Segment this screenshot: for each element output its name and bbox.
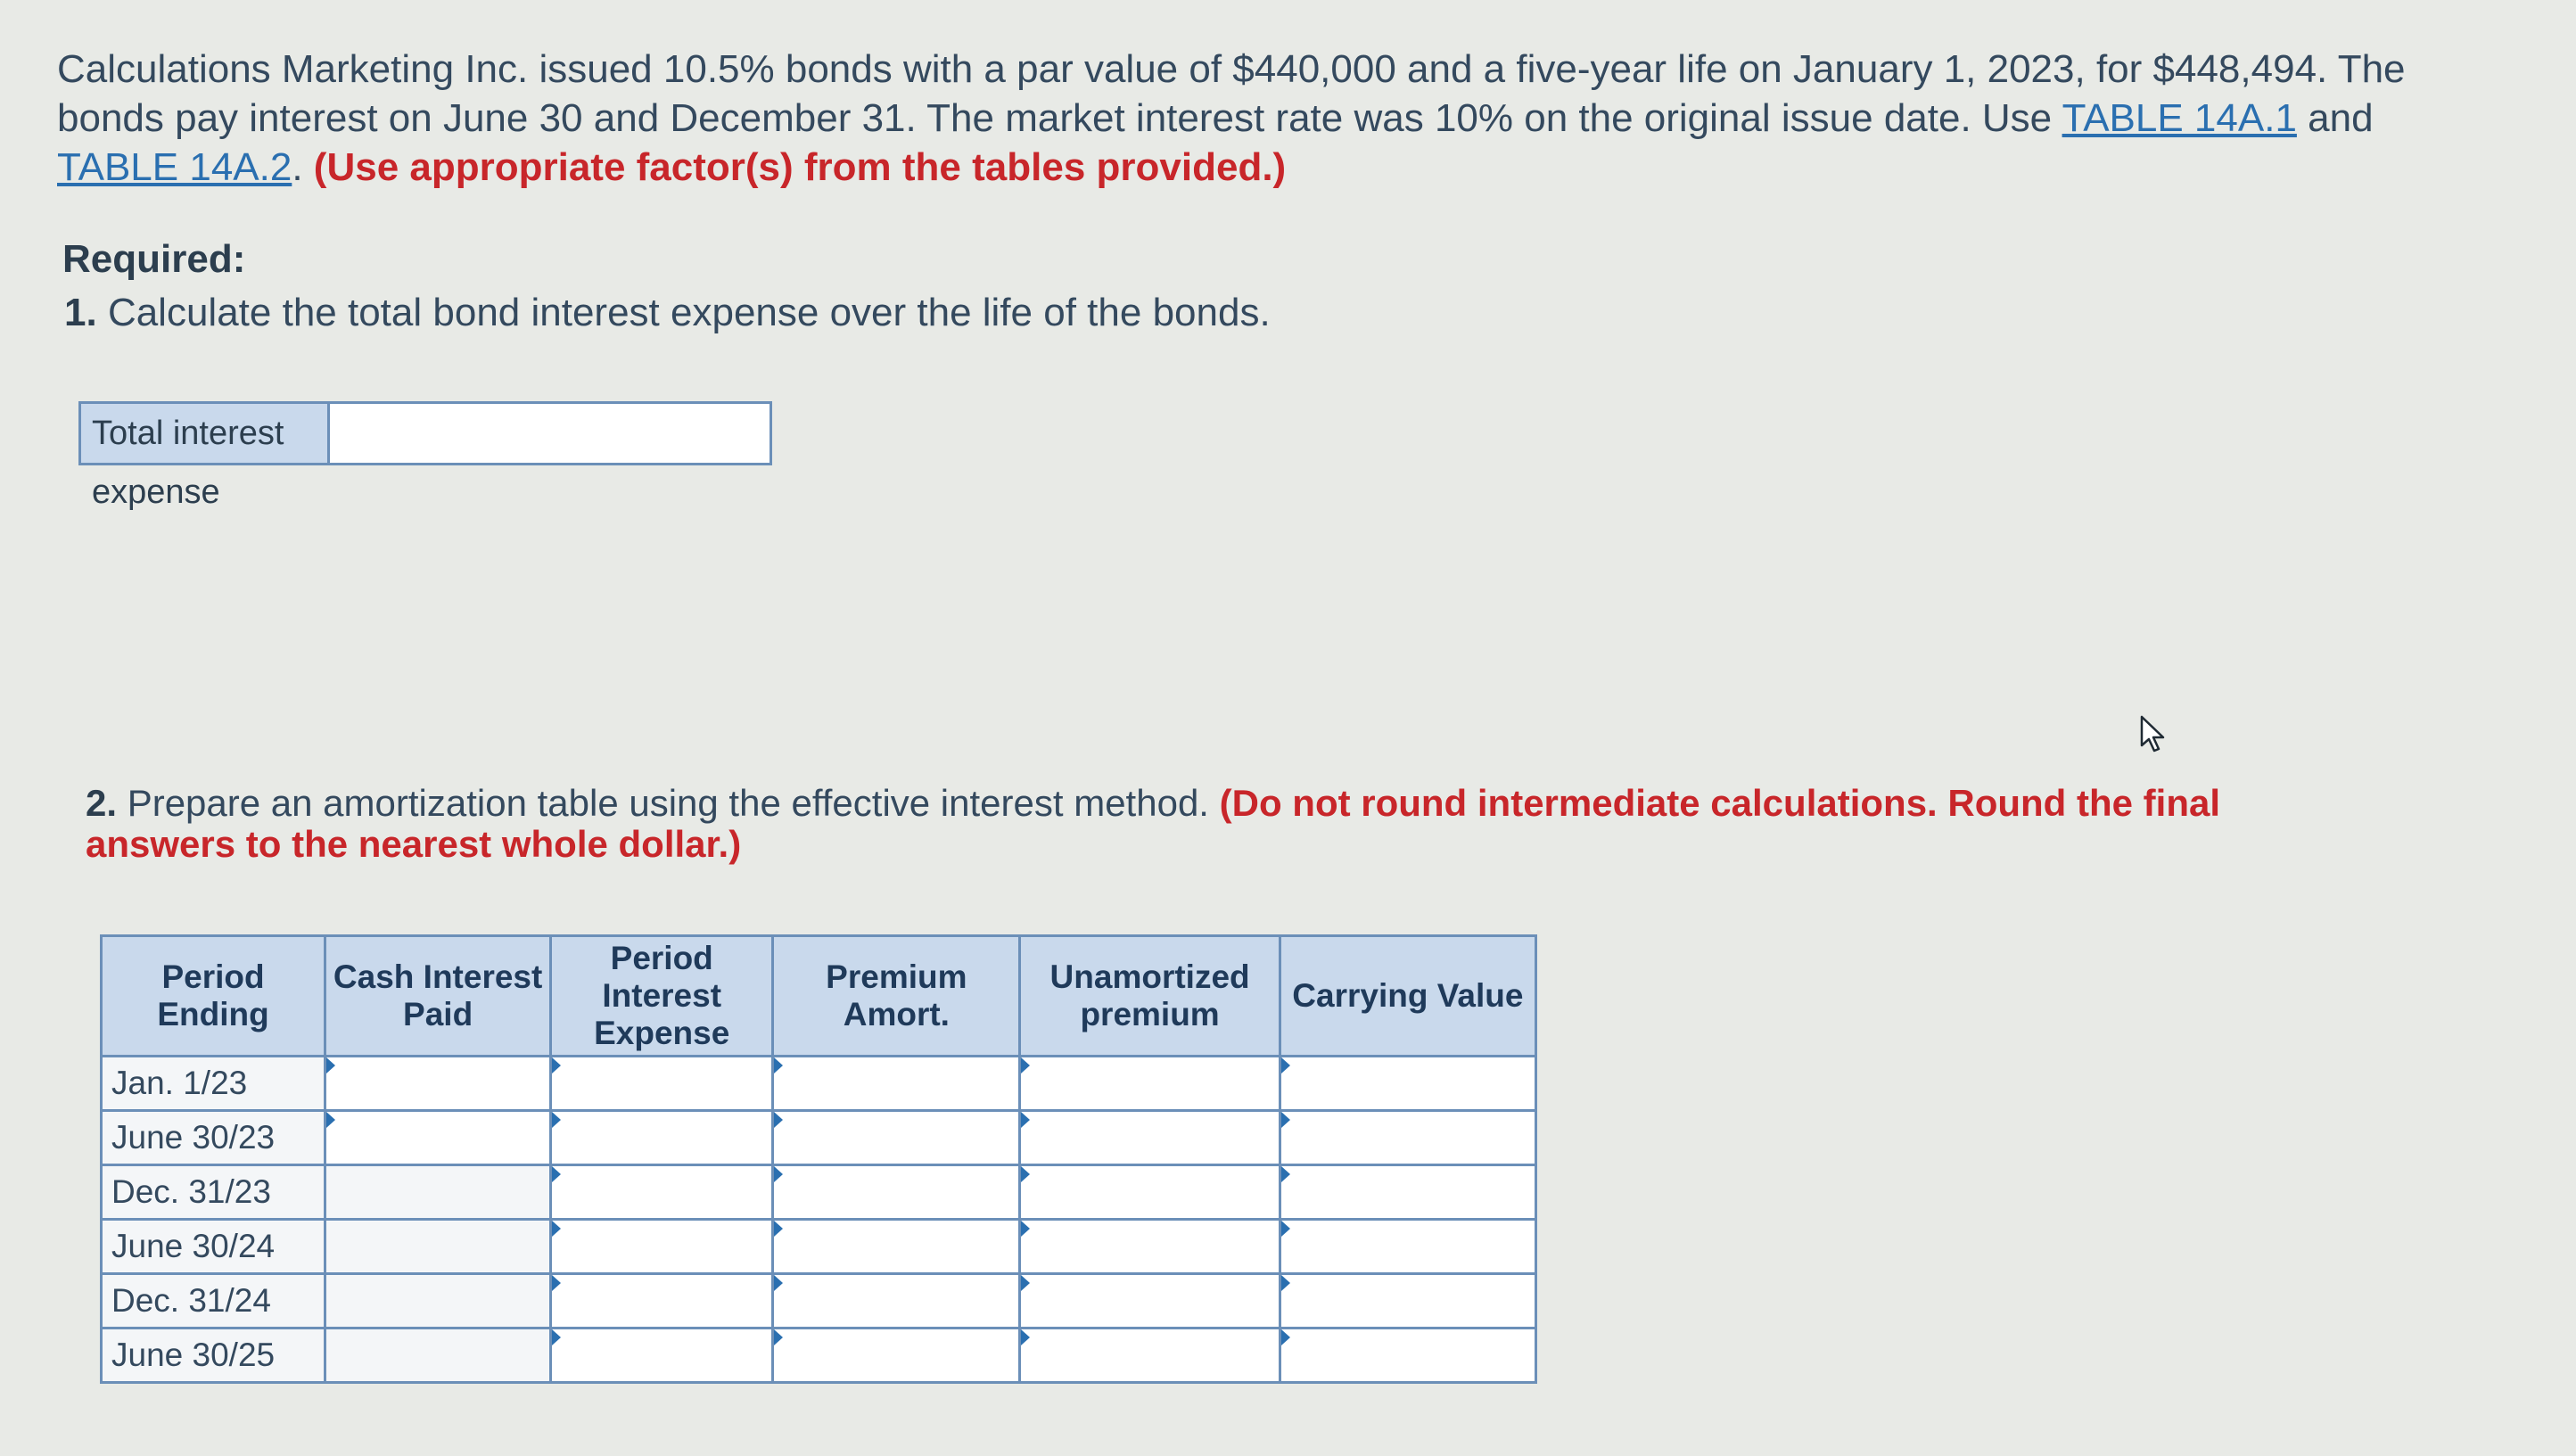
question-1-text: Calculate the total bond interest expense over the life of the bonds. [107, 291, 1271, 334]
unamortized-premium-cell[interactable] [1020, 1111, 1280, 1165]
problem-instruction: (Use appropriate factor(s) from the tables provided.) [313, 145, 1287, 189]
period-interest-expense-cell[interactable] [551, 1328, 773, 1383]
period-interest-expense-cell[interactable] [551, 1220, 773, 1274]
carrying-value-input[interactable] [1281, 1221, 1538, 1272]
period-interest-expense-input[interactable] [552, 1057, 775, 1109]
unamortized-premium-input[interactable] [1021, 1329, 1281, 1381]
cash-interest-paid-cell[interactable] [325, 1057, 551, 1111]
header-carrying-value: Carrying Value [1280, 936, 1535, 1057]
period-interest-expense-cell[interactable] [551, 1165, 773, 1220]
table-row [102, 1111, 1536, 1165]
header-premium-amort: Premium Amort. [773, 936, 1020, 1057]
carrying-value-cell[interactable] [1280, 1057, 1535, 1111]
carrying-value-input[interactable] [1281, 1166, 1538, 1218]
carrying-value-cell[interactable] [1280, 1111, 1535, 1165]
total-interest-expense-row [78, 401, 772, 511]
period-interest-expense-cell[interactable] [551, 1274, 773, 1328]
period-cell: Dec. 31/24 [102, 1274, 325, 1328]
period-cell: June 30/25 [102, 1328, 325, 1383]
amortization-table [100, 934, 1537, 1384]
premium-amort-cell[interactable] [773, 1057, 1020, 1111]
problem-text-1: Calculations Marketing Inc. issued 10.5% bonds with a par value of $440,000 and a five-year life on January 1, 2023, for $448,494. The bonds pay interest on June 30 and December 31. The market interest rate was 10% on the original issue date. Use [57, 47, 2406, 140]
question-2 [86, 783, 2368, 865]
unamortized-premium-cell[interactable] [1020, 1274, 1280, 1328]
question-2-instruction: (Do not round intermediate calculations. Round the final answers to the nearest whole dollar.) [86, 782, 2221, 865]
premium-amort-cell[interactable] [773, 1165, 1020, 1220]
period-interest-expense-input[interactable] [552, 1221, 775, 1272]
question-1 [64, 291, 1271, 335]
premium-amort-input[interactable] [774, 1112, 1022, 1164]
unamortized-premium-input[interactable] [1021, 1221, 1281, 1272]
unamortized-premium-cell[interactable] [1020, 1328, 1280, 1383]
header-period-ending: Period Ending [102, 936, 325, 1057]
period-cell: June 30/24 [102, 1220, 325, 1274]
carrying-value-cell[interactable] [1280, 1220, 1535, 1274]
period-cell: Jan. 1/23 [102, 1057, 325, 1111]
carrying-value-cell[interactable] [1280, 1274, 1535, 1328]
unamortized-premium-input[interactable] [1021, 1275, 1281, 1327]
premium-amort-input[interactable] [774, 1329, 1022, 1381]
period-interest-expense-input[interactable] [552, 1275, 775, 1327]
period-interest-expense-input[interactable] [552, 1166, 775, 1218]
table-row [102, 1220, 1536, 1274]
carrying-value-input[interactable] [1281, 1112, 1538, 1164]
carrying-value-input[interactable] [1281, 1329, 1538, 1381]
carrying-value-cell[interactable] [1280, 1165, 1535, 1220]
premium-amort-input[interactable] [774, 1221, 1022, 1272]
premium-amort-input[interactable] [774, 1166, 1022, 1218]
premium-amort-cell[interactable] [773, 1111, 1020, 1165]
carrying-value-input[interactable] [1281, 1057, 1538, 1109]
period-interest-expense-input[interactable] [552, 1329, 775, 1381]
cash-interest-paid-input[interactable] [326, 1112, 553, 1164]
table-row [102, 1165, 1536, 1220]
table-14a1-link[interactable]: TABLE 14A.1 [2062, 96, 2297, 140]
empty-cell [325, 1274, 551, 1328]
carrying-value-input[interactable] [1281, 1275, 1538, 1327]
table-row [102, 1274, 1536, 1328]
header-cash-interest-paid: Cash Interest Paid [325, 936, 551, 1057]
total-interest-expense-label: Total interest expense [81, 404, 330, 463]
question-2-number: 2. [86, 782, 118, 824]
period-cell: Dec. 31/23 [102, 1165, 325, 1220]
header-unamortized-premium: Unamortized premium [1020, 936, 1280, 1057]
period-interest-expense-input[interactable] [552, 1112, 775, 1164]
premium-amort-cell[interactable] [773, 1274, 1020, 1328]
problem-statement [57, 45, 2500, 192]
problem-text-3: . [292, 145, 314, 189]
question-1-number: 1. [64, 291, 97, 334]
empty-cell [325, 1328, 551, 1383]
unamortized-premium-cell[interactable] [1020, 1057, 1280, 1111]
cash-interest-paid-input[interactable] [326, 1057, 553, 1109]
table-header-row [102, 936, 1536, 1057]
premium-amort-cell[interactable] [773, 1328, 1020, 1383]
unamortized-premium-input[interactable] [1021, 1112, 1281, 1164]
table-14a2-link[interactable]: TABLE 14A.2 [57, 145, 292, 189]
empty-cell [325, 1165, 551, 1220]
premium-amort-cell[interactable] [773, 1220, 1020, 1274]
unamortized-premium-input[interactable] [1021, 1057, 1281, 1109]
table-row [102, 1057, 1536, 1111]
mouse-pointer-icon [2138, 715, 2170, 754]
period-interest-expense-cell[interactable] [551, 1057, 773, 1111]
unamortized-premium-input[interactable] [1021, 1166, 1281, 1218]
unamortized-premium-cell[interactable] [1020, 1165, 1280, 1220]
premium-amort-input[interactable] [774, 1275, 1022, 1327]
table-row [102, 1328, 1536, 1383]
header-period-interest-expense: Period Interest Expense [551, 936, 773, 1057]
cash-interest-paid-cell[interactable] [325, 1111, 551, 1165]
premium-amort-input[interactable] [774, 1057, 1022, 1109]
empty-cell [325, 1220, 551, 1274]
total-interest-expense-input[interactable] [330, 404, 770, 463]
period-interest-expense-cell[interactable] [551, 1111, 773, 1165]
problem-text-2: and [2296, 96, 2374, 140]
carrying-value-cell[interactable] [1280, 1328, 1535, 1383]
question-2-text: Prepare an amortization table using the effective interest method. [127, 782, 1220, 824]
period-cell: June 30/23 [102, 1111, 325, 1165]
required-heading: Required: [62, 237, 246, 281]
unamortized-premium-cell[interactable] [1020, 1220, 1280, 1274]
